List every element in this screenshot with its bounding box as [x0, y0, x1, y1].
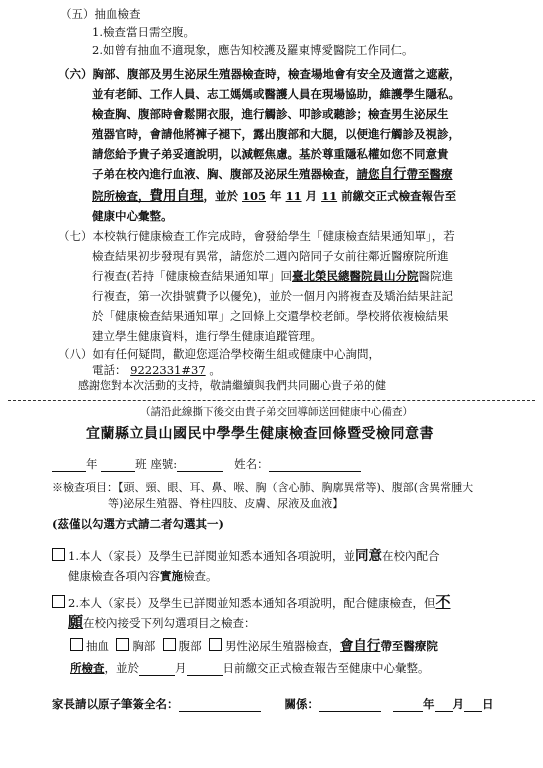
seat-label: 座號:: [150, 457, 178, 471]
option1-line1: [52, 548, 439, 564]
section6-line2: 並有老師、工作人員、志工媽媽或醫護人員在現場協助，維護學生隱私。: [92, 87, 460, 101]
section7-line3-end: 醫院進: [418, 269, 453, 283]
clinic-exam: 所檢查: [70, 661, 105, 675]
name-blank[interactable]: [269, 458, 361, 472]
section7-line3: [92, 268, 453, 284]
section6-deadline-day: 11: [321, 189, 338, 203]
section7-line2: 檢查結果初步發現有異常，請您於二週內陪同子女前往鄰近醫療院所進: [92, 249, 449, 263]
exam-items-row: [70, 638, 438, 654]
option2-line2-text: 在校內接受下列勾選項目之檢查：: [83, 616, 256, 630]
deadline-month-blank[interactable]: [139, 662, 175, 676]
student-info-row: [52, 456, 361, 472]
abdomen-checkbox[interactable]: [163, 638, 176, 651]
deadline-day-blank[interactable]: [187, 662, 223, 676]
section6-deadline-year: 105: [242, 189, 267, 203]
sign-day-label: 日: [482, 697, 494, 711]
seat-blank[interactable]: [177, 458, 223, 472]
option1-line2-text: 健康檢查各項內容: [68, 569, 160, 583]
blood-checkbox[interactable]: [70, 638, 83, 651]
relationship-label: 關係：: [284, 697, 320, 711]
section7-line1: （七）本校執行健康檢查工作完成時，會發給學生「健康檢查結果通知單」，若: [58, 229, 455, 243]
phone-label: 電話：: [92, 363, 127, 377]
form-title: 宜蘭縣立員山國民中學學生健康檢查回條暨受檢同意書: [86, 426, 434, 442]
name-label: 姓名：: [234, 457, 269, 471]
option1-implement: 實施: [160, 569, 183, 583]
option1-line2: [68, 568, 218, 584]
urogenital-checkbox[interactable]: [209, 638, 222, 651]
section6-clinic: 院所檢查，: [92, 189, 150, 203]
option2-willing: 願: [68, 613, 84, 631]
section6-bring: 帶至醫療: [406, 167, 453, 181]
section7-line4: 行複查，第一次掛號費予以優免)，並於一個月內將複查及矯治結果註記: [92, 289, 453, 303]
signature-label: 家長請以原子筆簽全名：: [52, 697, 179, 711]
exam-deadline-row: [70, 660, 430, 676]
phone-number: 9222331#37: [130, 363, 206, 377]
items-line2: 等)泌尿生殖器、脊柱四肢、皮膚、尿液及血液】: [108, 497, 344, 510]
section6-line1: （六）胸部、腹部及男生泌尿生殖器檢查時，檢查場地會有安全及適當之遮蔽，: [58, 67, 461, 81]
option1-end: 在校內配合: [381, 549, 440, 563]
option2-checkbox[interactable]: [52, 595, 65, 608]
class-blank[interactable]: [101, 458, 135, 472]
signature-row: [52, 696, 494, 712]
option2-line2: [68, 614, 256, 631]
option1-agree: 同意: [354, 548, 382, 564]
sign-year-label: 年: [423, 697, 435, 711]
option1-line2-end: 檢查。: [183, 569, 218, 583]
section6-deadline-text: 前繳交正式檢查報告至: [341, 189, 457, 203]
year-blank[interactable]: [52, 458, 86, 472]
thanks-line1: 感謝您對本次活動的支持，敬請繼續與我們共同關心貴子弟的健: [78, 379, 386, 392]
section5-item2: 2.如曾有抽血不適現象，應告知校護及羅東博愛醫院工作同仁。: [92, 43, 414, 57]
option1-checkbox[interactable]: [52, 548, 65, 561]
phone-end: 。: [209, 363, 221, 377]
section6-line7: [92, 188, 456, 204]
chest-label: 胸部: [132, 639, 156, 653]
signature-blank[interactable]: [179, 698, 261, 712]
option2-not: 不: [435, 593, 451, 611]
section6-line3: 檢查胸、腹部時會鬆開衣服，進行觸診、叩診或聽診；檢查男生泌尿生: [92, 107, 449, 121]
urogenital-label: 男性泌尿生殖器檢查，: [224, 639, 340, 653]
section6-deadline-month: 11: [285, 189, 302, 203]
section8-phone-row: [92, 362, 221, 378]
section7-line6: 建立學生健康資料，進行學生健康追蹤管理。: [92, 329, 322, 343]
section7-line5: 於「健康檢查結果通知單」之回條上交還學校老師。學校將依複檢結果: [92, 309, 449, 323]
bring-clinic: 帶至醫療院: [380, 639, 438, 653]
section5-heading: （五）抽血檢查: [60, 7, 141, 21]
chest-checkbox[interactable]: [116, 638, 129, 651]
relationship-blank[interactable]: [319, 698, 381, 712]
section8-line1: （八）如有任何疑問，歡迎您逕洽學校衛生組或健康中心詢問，: [58, 347, 380, 361]
option1-text: 1.本人（家長）及學生已詳閱並知悉本通知各項說明，並: [68, 549, 355, 563]
section6-self: 自行: [379, 166, 407, 182]
deadline-and: ，並於: [104, 661, 139, 675]
section6-line6-text: 子弟在校內進行血液、胸、腹部及泌尿生殖器檢查，: [92, 167, 357, 181]
section6-please: 請您: [356, 167, 380, 181]
section6-line5: 請您給予貴子弟妥適說明，以減輕焦慮。基於尊重隱私權如您不同意貴: [92, 147, 449, 161]
option2-text: 2.本人（家長）及學生已詳閱並知悉本通知各項說明，配合健康檢查，但: [68, 596, 436, 610]
blood-label: 抽血: [86, 639, 109, 653]
sign-day-blank[interactable]: [464, 698, 482, 712]
section6-line4: 殖器官時，會請他將褲子褪下，露出腹部和大腿，以便進行觸診及視診，: [92, 127, 460, 141]
option2-line1: [52, 594, 450, 611]
sign-month-label: 月: [452, 697, 465, 711]
section6-year-unit: 年: [270, 189, 282, 203]
sign-year-blank[interactable]: [393, 698, 423, 712]
section6-month-unit: 月: [305, 189, 318, 203]
section6-line8: 健康中心彙整。: [92, 209, 173, 223]
select-note: (茲僅以勾選方式請二者勾選其一): [52, 517, 224, 531]
section7-hospital: 臺北榮民總醫院員山分院: [292, 269, 419, 283]
year-label: 年: [86, 457, 98, 471]
sign-month-blank[interactable]: [435, 698, 453, 712]
section5-item1: 1.檢查當日需空腹。: [92, 25, 195, 39]
section7-line3-text: 行複查(若持「健康檢查結果通知單」回: [92, 269, 292, 283]
section6-line6: [92, 166, 453, 182]
section6-and: ，並於: [203, 189, 238, 203]
abdomen-label: 腹部: [178, 639, 202, 653]
tear-line: [8, 400, 535, 401]
deadline-day-label: 日前繳交正式檢查報告至健康中心彙整。: [222, 661, 430, 675]
items-line1: ※檢查項目：【頭、頸、眼、耳、鼻、喉、胸（含心肺、胸廓異常等)、腹部(含異常腫大: [52, 481, 474, 494]
self-bring-emphasis: 會自行: [339, 638, 381, 654]
class-label: 班: [135, 457, 147, 471]
section6-self-pay: 費用自理: [149, 188, 204, 204]
cut-instruction: （請沿此線撕下後交由貴子弟交回導師送回健康中心備查）: [140, 406, 413, 418]
deadline-month-label: 月: [175, 661, 187, 675]
